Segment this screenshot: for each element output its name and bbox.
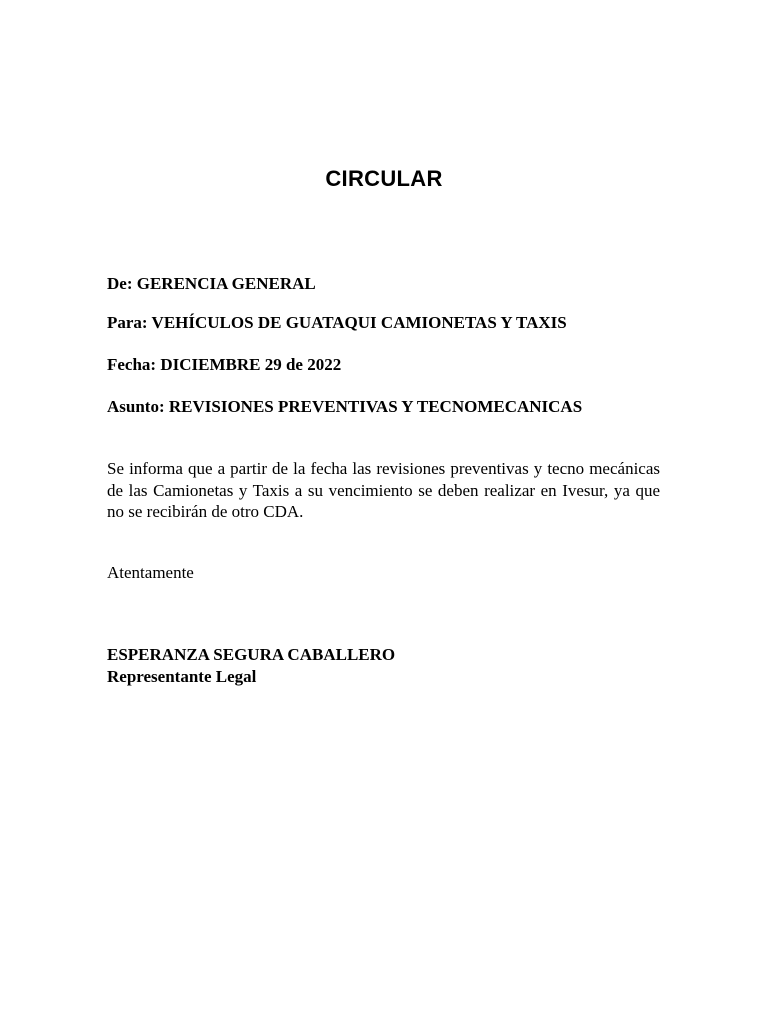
document-title: CIRCULAR	[325, 166, 443, 191]
subject-field	[107, 397, 582, 417]
closing-text: Atentamente	[107, 563, 194, 582]
subject-value: REVISIONES PREVENTIVAS Y TECNOMECANICAS	[168, 397, 583, 416]
from-field	[107, 274, 316, 294]
to-field	[107, 313, 567, 333]
from-value: GERENCIA GENERAL	[136, 274, 316, 293]
to-label: Para:	[107, 313, 148, 332]
date-value: DICIEMBRE 29 de 2022	[160, 355, 342, 374]
signer-role: Representante Legal	[107, 667, 257, 686]
from-label: De:	[107, 274, 133, 293]
date-label: Fecha:	[107, 355, 157, 374]
signer-name: ESPERANZA SEGURA CABALLERO	[107, 645, 396, 664]
date-field	[107, 355, 341, 375]
to-value: VEHÍCULOS DE GUATAQUI CAMIONETAS Y TAXIS	[151, 313, 567, 332]
body-paragraph: Se informa que a partir de la fecha las revisiones preventivas y tecno mecánicas de las Camionetas y Taxis a su vencimiento se deben realizar en Ivesur, ya que no se recibirán de otro CDA.	[107, 459, 660, 521]
subject-label: Asunto:	[107, 397, 165, 416]
